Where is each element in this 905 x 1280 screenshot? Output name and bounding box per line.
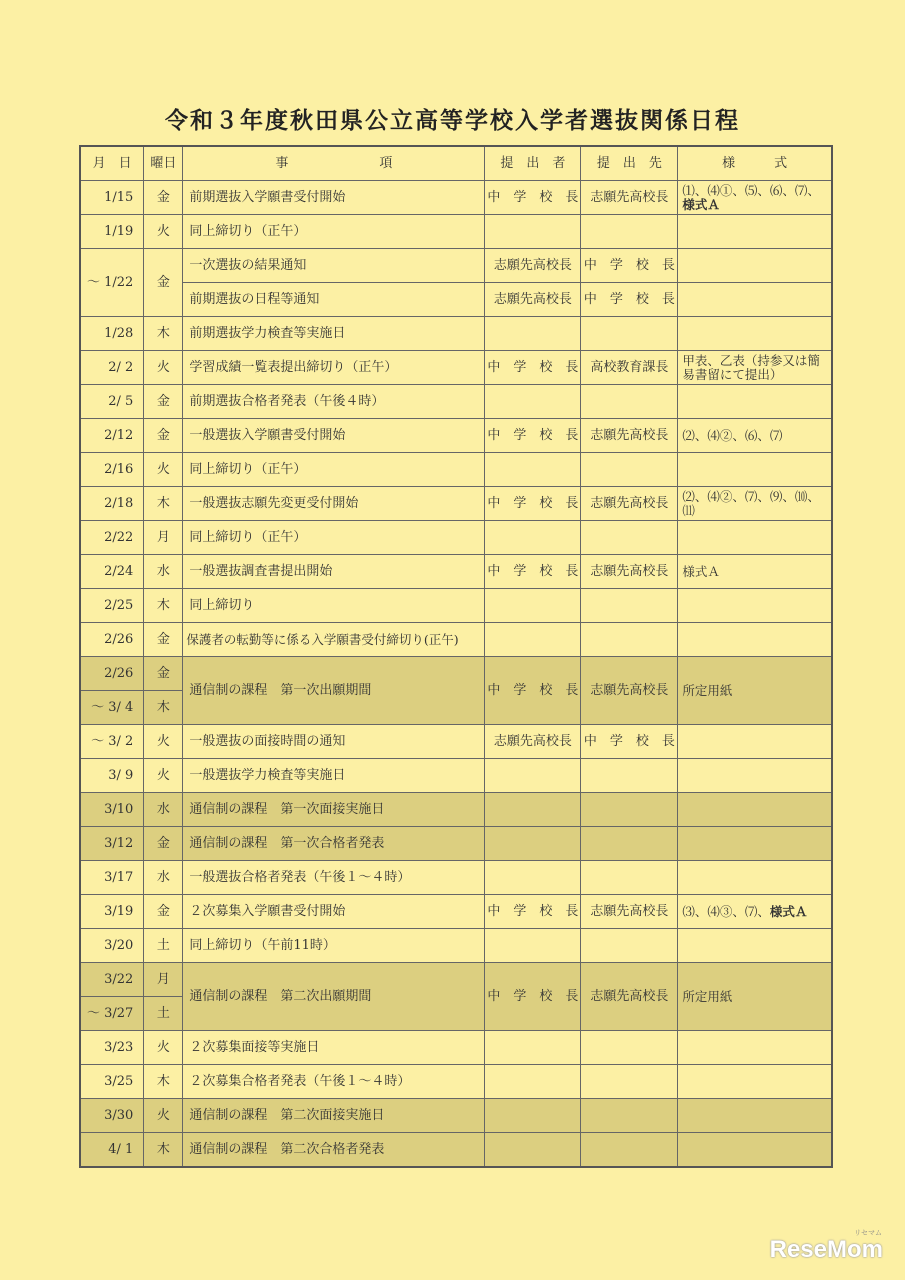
recipient-cell	[581, 861, 678, 895]
form-cell	[678, 623, 832, 657]
day-cell: 火	[144, 1099, 183, 1133]
form-cell	[678, 1099, 832, 1133]
page-title: 令和３年度秋田県公立高等学校入学者選抜関係日程	[165, 107, 740, 134]
table-row	[80, 657, 832, 691]
day-cell: 土	[144, 997, 183, 1031]
form-cell	[678, 181, 832, 215]
form-cell: 様式Ａ	[678, 555, 832, 589]
recipient-cell: 志願先高校長	[581, 419, 678, 453]
date-cell: ～ 3/ 4	[80, 691, 144, 725]
form-text: ⑴、⑷①、⑸、⑹、⑺、	[682, 182, 820, 198]
day-cell: 木	[144, 1065, 183, 1099]
date-cell: 2/26	[80, 623, 144, 657]
date-cell: 3/23	[80, 1031, 144, 1065]
recipient-cell	[581, 1065, 678, 1099]
table-row	[80, 453, 832, 487]
date-cell: 2/25	[80, 589, 144, 623]
submitter-cell	[485, 521, 581, 555]
date-cell: 3/17	[80, 861, 144, 895]
item-cell: 一般選抜入学願書受付開始	[183, 419, 485, 453]
recipient-cell	[581, 759, 678, 793]
recipient-cell	[581, 827, 678, 861]
item-cell: 一次選抜の結果通知	[183, 249, 485, 283]
table-header-row	[80, 146, 832, 181]
table-row	[80, 929, 832, 963]
submitter-cell	[485, 385, 581, 419]
day-cell: 水	[144, 793, 183, 827]
table-row	[80, 827, 832, 861]
submitter-cell	[485, 861, 581, 895]
submitter-cell	[485, 589, 581, 623]
submitter-cell	[485, 1031, 581, 1065]
submitter-cell	[485, 1065, 581, 1099]
submitter-cell: 中 学 校 長	[485, 487, 581, 521]
date-cell: 3/10	[80, 793, 144, 827]
table-row	[80, 419, 832, 453]
form-cell	[678, 895, 832, 929]
item-cell: 同上締切り	[183, 589, 485, 623]
date-cell: ～ 3/27	[80, 997, 144, 1031]
day-cell: 金	[144, 249, 183, 317]
table-row	[80, 215, 832, 249]
item-cell: 学習成績一覧表提出締切り（正午）	[183, 351, 485, 385]
item-cell: 通信制の課程 第一次出願期間	[183, 657, 485, 725]
item-cell: 一般選抜志願先変更受付開始	[183, 487, 485, 521]
day-cell: 火	[144, 453, 183, 487]
item-cell: 前期選抜の日程等通知	[183, 283, 485, 317]
form-text: ⑶、⑷③、⑺、	[682, 903, 770, 919]
recipient-cell	[581, 929, 678, 963]
item-cell: 一般選抜学力検査等実施日	[183, 759, 485, 793]
recipient-cell	[581, 215, 678, 249]
recipient-cell	[581, 521, 678, 555]
day-cell: 金	[144, 623, 183, 657]
table-row	[80, 385, 832, 419]
submitter-cell: 志願先高校長	[485, 283, 581, 317]
day-cell: 金	[144, 895, 183, 929]
table-row	[80, 1031, 832, 1065]
day-cell: 火	[144, 1031, 183, 1065]
day-cell: 木	[144, 589, 183, 623]
recipient-cell: 中 学 校 長	[581, 249, 678, 283]
table-row	[80, 589, 832, 623]
recipient-cell	[581, 1031, 678, 1065]
form-cell	[678, 317, 832, 351]
item-cell: 同上締切り（正午）	[183, 215, 485, 249]
recipient-cell: 高校教育課長	[581, 351, 678, 385]
recipient-cell	[581, 589, 678, 623]
form-cell: ⑵、⑷②、⑹、⑺	[678, 419, 832, 453]
submitter-cell	[485, 793, 581, 827]
form-bold-text: 様式Ａ	[682, 196, 720, 212]
table-row	[80, 895, 832, 929]
submitter-cell	[485, 215, 581, 249]
submitter-cell	[485, 929, 581, 963]
header-recipient: 提 出 先	[581, 146, 678, 181]
header-day: 曜日	[144, 146, 183, 181]
item-cell: 保護者の転勤等に係る入学願書受付締切り(正午)	[183, 623, 485, 657]
item-cell: 同上締切り（正午）	[183, 453, 485, 487]
recipient-cell: 中 学 校 長	[581, 283, 678, 317]
day-cell: 金	[144, 657, 183, 691]
date-cell: 3/12	[80, 827, 144, 861]
item-cell: 通信制の課程 第二次面接実施日	[183, 1099, 485, 1133]
day-cell: 金	[144, 181, 183, 215]
item-cell: 前期選抜学力検査等実施日	[183, 317, 485, 351]
recipient-cell	[581, 453, 678, 487]
day-cell: 木	[144, 317, 183, 351]
form-cell	[678, 1031, 832, 1065]
header-form: 様 式	[678, 146, 832, 181]
day-cell: 火	[144, 351, 183, 385]
date-cell: 1/28	[80, 317, 144, 351]
recipient-cell: 中 学 校 長	[581, 725, 678, 759]
form-cell	[678, 759, 832, 793]
submitter-cell	[485, 453, 581, 487]
submitter-cell: 志願先高校長	[485, 249, 581, 283]
submitter-cell	[485, 1099, 581, 1133]
item-cell: 一般選抜の面接時間の通知	[183, 725, 485, 759]
item-cell: 前期選抜入学願書受付開始	[183, 181, 485, 215]
table-row	[80, 623, 832, 657]
day-cell: 金	[144, 385, 183, 419]
recipient-cell	[581, 1099, 678, 1133]
submitter-cell	[485, 827, 581, 861]
form-cell	[678, 725, 832, 759]
table-row	[80, 861, 832, 895]
date-cell: 2/ 2	[80, 351, 144, 385]
table-row	[80, 555, 832, 589]
table-row	[80, 317, 832, 351]
item-cell: 一般選抜合格者発表（午後１～４時）	[183, 861, 485, 895]
date-cell: 2/ 5	[80, 385, 144, 419]
item-cell: 通信制の課程 第一次面接実施日	[183, 793, 485, 827]
submitter-cell: 中 学 校 長	[485, 895, 581, 929]
day-cell: 木	[144, 487, 183, 521]
submitter-cell: 中 学 校 長	[485, 181, 581, 215]
form-cell	[678, 249, 832, 283]
table-row	[80, 181, 832, 215]
item-cell: ２次募集入学願書受付開始	[183, 895, 485, 929]
date-cell: 3/20	[80, 929, 144, 963]
header-submitter: 提 出 者	[485, 146, 581, 181]
item-cell: 同上締切り（午前11時）	[183, 929, 485, 963]
recipient-cell: 志願先高校長	[581, 963, 678, 1031]
table-row	[80, 521, 832, 555]
day-cell: 月	[144, 963, 183, 997]
recipient-cell: 志願先高校長	[581, 487, 678, 521]
form-bold-text: 様式Ａ	[769, 903, 808, 919]
item-cell: 前期選抜合格者発表（午後４時）	[183, 385, 485, 419]
item-cell: 同上締切り（正午）	[183, 521, 485, 555]
logo-kana: リセマム	[854, 1229, 882, 1237]
date-cell: 3/22	[80, 963, 144, 997]
table-row	[80, 487, 832, 521]
table-row	[80, 1099, 832, 1133]
submitter-cell: 志願先高校長	[485, 725, 581, 759]
day-cell: 木	[144, 691, 183, 725]
item-cell: ２次募集合格者発表（午後１～４時）	[183, 1065, 485, 1099]
table-row	[80, 351, 832, 385]
day-cell: 金	[144, 827, 183, 861]
day-cell: 月	[144, 521, 183, 555]
recipient-cell	[581, 385, 678, 419]
form-cell	[678, 1133, 832, 1168]
date-cell: 3/ 9	[80, 759, 144, 793]
form-cell	[678, 521, 832, 555]
form-cell	[678, 929, 832, 963]
date-cell: 3/25	[80, 1065, 144, 1099]
day-cell: 木	[144, 1133, 183, 1168]
submitter-cell: 中 学 校 長	[485, 419, 581, 453]
form-cell	[678, 453, 832, 487]
form-cell	[678, 827, 832, 861]
date-cell: 3/30	[80, 1099, 144, 1133]
item-cell: ２次募集面接等実施日	[183, 1031, 485, 1065]
recipient-cell: 志願先高校長	[581, 555, 678, 589]
submitter-cell	[485, 317, 581, 351]
header-item: 事 項	[183, 146, 485, 181]
form-cell	[678, 385, 832, 419]
form-cell: 所定用紙	[678, 963, 832, 1031]
recipient-cell: 志願先高校長	[581, 657, 678, 725]
date-cell: 1/19	[80, 215, 144, 249]
day-cell: 火	[144, 759, 183, 793]
date-cell: 4/ 1	[80, 1133, 144, 1168]
day-cell: 土	[144, 929, 183, 963]
recipient-cell: 志願先高校長	[581, 181, 678, 215]
recipient-cell	[581, 317, 678, 351]
header-date: 月 日	[80, 146, 144, 181]
recipient-cell	[581, 793, 678, 827]
submitter-cell: 中 学 校 長	[485, 963, 581, 1031]
form-cell	[678, 215, 832, 249]
date-cell: 2/12	[80, 419, 144, 453]
day-cell: 水	[144, 555, 183, 589]
form-cell: ⑵、⑷②、⑺、⑼、⑽、⑾	[678, 487, 832, 521]
date-cell: ～ 1/22	[80, 249, 144, 317]
recipient-cell: 志願先高校長	[581, 895, 678, 929]
date-cell: 2/26	[80, 657, 144, 691]
form-cell	[678, 861, 832, 895]
form-cell	[678, 589, 832, 623]
schedule-table	[79, 145, 833, 1168]
form-cell: 所定用紙	[678, 657, 832, 725]
date-cell: 1/15	[80, 181, 144, 215]
submitter-cell	[485, 759, 581, 793]
table-row	[80, 1133, 832, 1168]
date-cell: ～ 3/ 2	[80, 725, 144, 759]
date-cell: 2/22	[80, 521, 144, 555]
date-cell: 3/19	[80, 895, 144, 929]
form-cell	[678, 283, 832, 317]
table-row	[80, 963, 832, 997]
table-row	[80, 793, 832, 827]
item-cell: 通信制の課程 第二次出願期間	[183, 963, 485, 1031]
day-cell: 火	[144, 725, 183, 759]
submitter-cell: 中 学 校 長	[485, 555, 581, 589]
day-cell: 水	[144, 861, 183, 895]
date-cell: 2/24	[80, 555, 144, 589]
table-row	[80, 283, 832, 317]
recipient-cell	[581, 623, 678, 657]
table-row	[80, 1065, 832, 1099]
form-cell	[678, 793, 832, 827]
item-cell: 一般選抜調査書提出開始	[183, 555, 485, 589]
submitter-cell	[485, 1133, 581, 1168]
form-cell	[678, 1065, 832, 1099]
day-cell: 金	[144, 419, 183, 453]
item-cell: 通信制の課程 第二次合格者発表	[183, 1133, 485, 1168]
item-cell: 通信制の課程 第一次合格者発表	[183, 827, 485, 861]
table-row	[80, 725, 832, 759]
resemom-logo: ReseMom	[769, 1236, 883, 1263]
submitter-cell: 中 学 校 長	[485, 657, 581, 725]
table-row	[80, 249, 832, 283]
submitter-cell: 中 学 校 長	[485, 351, 581, 385]
table-row	[80, 759, 832, 793]
day-cell: 火	[144, 215, 183, 249]
form-cell: 甲表、乙表（持参又は簡易書留にて提出）	[678, 351, 832, 385]
recipient-cell	[581, 1133, 678, 1168]
submitter-cell	[485, 623, 581, 657]
date-cell: 2/16	[80, 453, 144, 487]
date-cell: 2/18	[80, 487, 144, 521]
